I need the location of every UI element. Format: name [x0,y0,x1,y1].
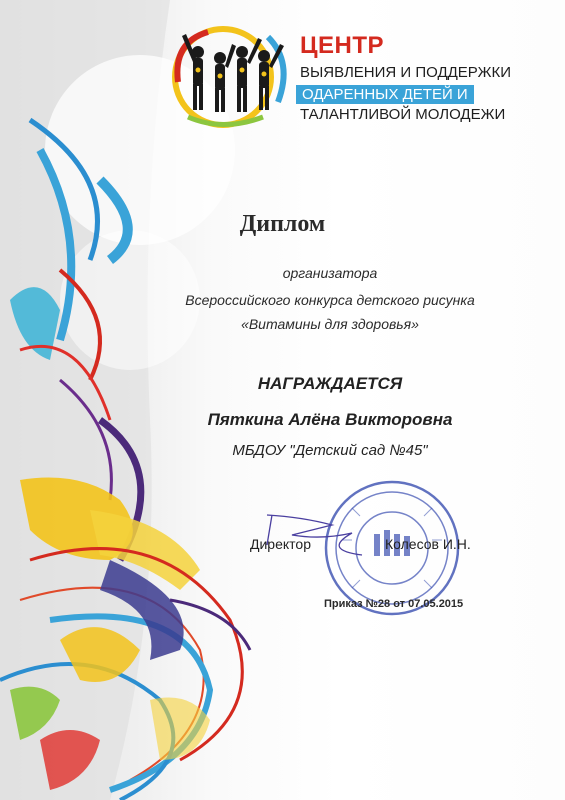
logo-children-icon [168,22,298,132]
recipient-name: Пяткина Алёна Викторовна [207,410,453,429]
logo-subtitle-line3: ТАЛАНТЛИВОЙ МОЛОДЕЖИ [300,106,506,123]
director-label: Директор [250,536,311,552]
order-reference: Приказ №28 от 07.05.2015 [324,598,464,610]
contest-description: Всероссийского конкурса детского рисунка [185,292,475,308]
director-signature-icon [262,505,382,565]
logo-subtitle-line2: ОДАРЕННЫХ ДЕТЕЙ И [296,85,474,104]
contest-name: «Витамины для здоровья» [241,316,419,332]
diploma-title: Диплом [239,211,326,237]
logo-subtitle-line1: ВЫЯВЛЕНИЯ И ПОДДЕРЖКИ [300,64,512,81]
organizer-label: организатора [282,265,378,281]
awarded-heading: НАГРАЖДАЕТСЯ [257,374,403,393]
recipient-institution: МБДОУ "Детский сад №45" [232,442,428,459]
director-name: Колесов И.Н. [385,536,471,552]
logo-title: ЦЕНТР [300,32,385,59]
